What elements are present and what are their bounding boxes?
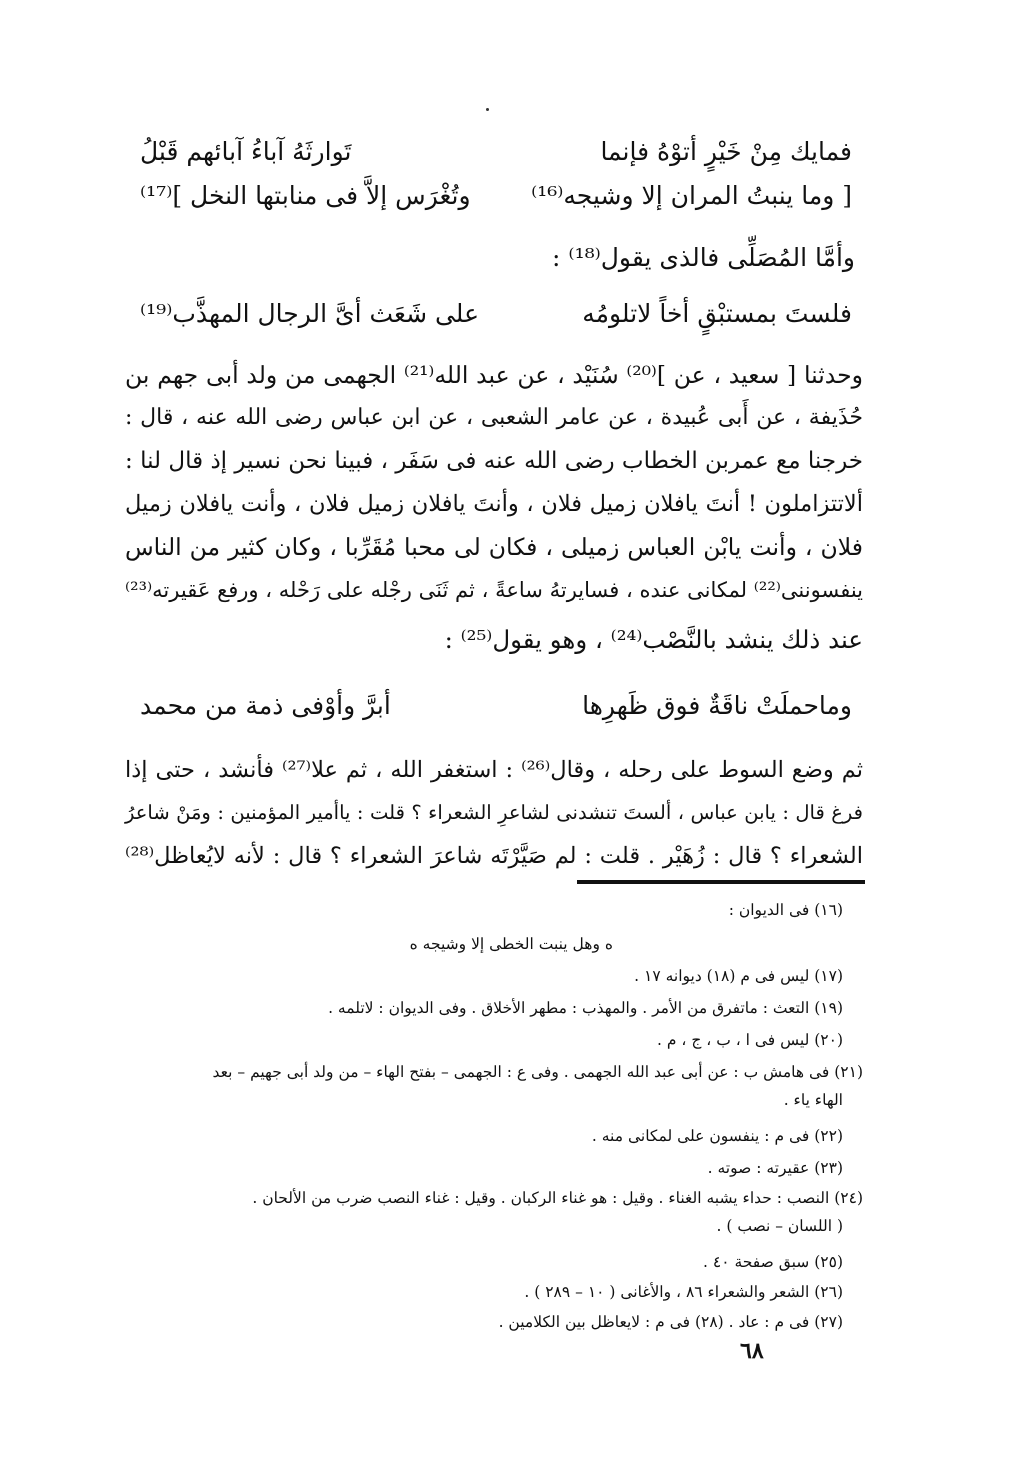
verse-2-first-hemistich: [ وما ينبتُ المران إلا وشيجه⁽¹⁶⁾ — [531, 181, 852, 210]
footnote-17-18: (١٧) ليس فى م (١٨) ديوانه ١٧ . — [634, 967, 843, 985]
verse-3-second-hemistich: على شَعَث أىَّ الرجال المهذَّب⁽¹⁹⁾ — [140, 299, 480, 328]
verse-2 — [140, 176, 852, 216]
narration-line-5: فلان ، وأنت يابْن العباس زميلى ، فكان لى محبا مُقَرِّبا ، وكان كثير من الناس — [125, 533, 863, 561]
narration-line-7: عند ذلك ينشد بالنَّصْب⁽²⁴⁾ ، وهو يقول⁽²⁵⁾ : — [444, 625, 863, 654]
footnote-20: (٢٠) ليس فى ا ، ب ، ج ، م . — [657, 1031, 843, 1049]
narration-line-1: وحدثنا [ سعيد ، عن ]⁽²⁰⁾ سُنَيْد ، عن عبد الله⁽²¹⁾ الجهمى من ولد أبى جهم بن — [125, 361, 863, 389]
footnote-21-continued: الهاء ياء . — [783, 1091, 843, 1109]
mussalli-intro: وأمَّا المُصَلِّى فالذى يقول⁽¹⁸⁾ : — [552, 243, 855, 272]
narration-line-2: حُذَيفة ، عن أَبى عُبيدة ، عن عامر الشعبى ، عن ابن عباس رضى الله عنه ، قال : — [125, 405, 863, 430]
footnote-19: (١٩) التعث : ماتفرق من الأمر . والمهذب : مطهر الأخلاق . وفى الديوان : لاتلمه . — [328, 999, 843, 1017]
narration-line-3: خرجنا مع عمربن الخطاب رضى الله عنه فى سَفَر ، فبينا نحن نسير إذ قال لنا : — [125, 448, 863, 474]
footnote-27-28: (٢٧) فى م : عاد . (٢٨) فى م : لايعاظل بين الكلامين . — [498, 1313, 843, 1331]
footnote-24-continued: ( اللسان – نصب ) . — [716, 1217, 843, 1235]
footnote-22: (٢٢) فى م : ينفسون على لمكانى منه . — [591, 1127, 843, 1145]
footnote-21: (٢١) فى هامش ب : عن أبى عبد الله الجهمى . وفى ع : الجهمى – بفتح الهاء – من ولد أبى جهيم – بعد — [212, 1063, 863, 1081]
verse-1-second-hemistich: تَوارثَهُ آباءُ آبائهم قَبْلُ — [140, 137, 352, 166]
footnote-23: (٢٣) عقيرته : صوته . — [707, 1159, 843, 1177]
page-number: ٦٨ — [740, 1338, 764, 1364]
continuation-line-1: ثم وضع السوط على رحله ، وقال⁽²⁶⁾ : استغفر الله ، ثم علا⁽²⁷⁾ فأنشد ، حتى إذا — [125, 757, 863, 783]
verse-4-second-hemistich: أبرَّ وأوْفى ذمة من محمد — [140, 691, 391, 720]
narration-line-6: ينفسوننى⁽²²⁾ لمكانى عنده ، فسايرتهُ ساعةً ، ثم ثَنَى رجْله على رَحْله ، ورفع عَقيرته⁽²³⁾ — [125, 578, 863, 602]
footnote-26: (٢٦) الشعر والشعراء ٨٦ ، والأغانى ( ١٠ – ٢٨٩ ) . — [524, 1283, 843, 1301]
verse-4 — [140, 686, 852, 726]
verse-1 — [140, 132, 852, 172]
footnote-16-label: (١٦) فى الديوان : — [728, 901, 843, 919]
continuation-line-3: الشعراء ؟ قال : زُهَيْر . قلت : لم صَيَّرْتَه شاعرَ الشعراء ؟ قال : لأنه لايُعاظل⁽²⁸⁾ — [125, 843, 863, 869]
footnote-16-verse: ه وهل ينبت الخطى إلا وشيجه ه — [409, 935, 613, 953]
ink-speck — [486, 108, 489, 111]
verse-1-first-hemistich: فمايك مِنْ خَيْرٍ أتوْهُ فإنما — [600, 137, 852, 166]
verse-3-first-hemistich: فلستَ بمستبْقٍ أخاً لاتلومُه — [582, 299, 852, 328]
verse-4-first-hemistich: وماحملَتْ ناقَةٌ فوق ظَهرِها — [582, 691, 852, 720]
footnote-24: (٢٤) النصب : حداء يشبه الغناء . وقيل : هو غناء الركبان . وقيل : غناء النصب ضرب من الألحان . — [252, 1189, 863, 1207]
footnote-separator — [577, 880, 865, 884]
footnote-25: (٢٥) سبق صفحة ٤٠ . — [703, 1253, 843, 1271]
narration-line-4: ألاتتزاملون ! أنتَ يافلان زميل فلان ، وأنتَ يافلان زميل فلان ، وأنت يافلان زميل — [125, 491, 863, 517]
verse-2-second-hemistich: وتُغْرَس إلاَّ فى منابتها النخل ]⁽¹⁷⁾ — [140, 181, 471, 210]
continuation-line-2: فرغ قال : يابن عباس ، ألستَ تنشدنى لشاعرِ الشعراء ؟ قلت : ياأمير المؤمنين : ومَنْ شاعرُ — [125, 801, 863, 824]
verse-3 — [140, 294, 852, 334]
